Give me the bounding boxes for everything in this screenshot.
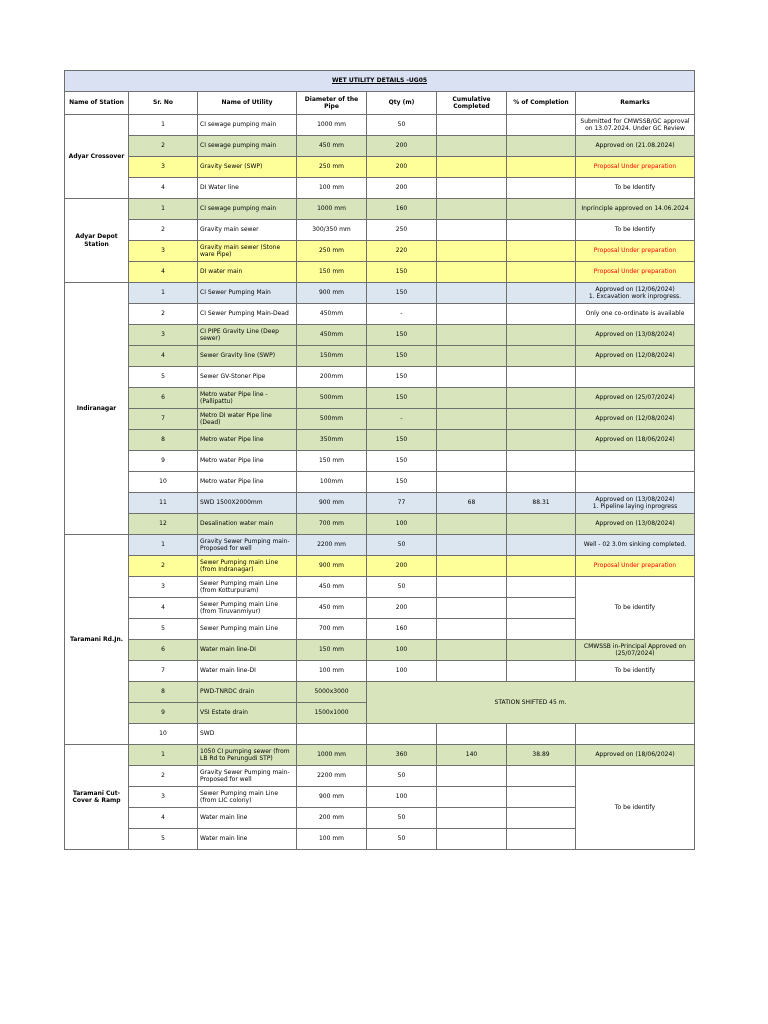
utility-name-cell: CI sewage pumping main [198, 136, 297, 157]
remarks-cell: Proposal Under preparation [576, 556, 695, 577]
qty-cell: - [367, 409, 437, 430]
remarks-cell: Approved on (21.08.2024) [576, 136, 695, 157]
remarks-cell: Approved on (12/08/2024) [576, 346, 695, 367]
qty-cell: 150 [367, 283, 437, 304]
utility-name-cell: SWD [198, 724, 297, 745]
utility-name-cell: Gravity Sewer Pumping main- Proposed for well [198, 535, 297, 556]
qty-cell: 50 [367, 808, 437, 829]
sr-no-cell: 1 [129, 199, 198, 220]
header-utility: Name of Utility [198, 92, 297, 115]
station-name: Adyar Crossover [65, 115, 129, 199]
station-name: Indiranagar [65, 283, 129, 535]
utility-name-cell: CI Sewer Pumping Main-Dead [198, 304, 297, 325]
utility-name-cell: Gravity Sewer Pumping main- Proposed for well [198, 766, 297, 787]
table-row [65, 535, 695, 556]
cumulative-cell [437, 409, 507, 430]
percent-cell [507, 472, 576, 493]
sr-no-cell: 4 [129, 346, 198, 367]
header-sr-no: Sr. No [129, 92, 198, 115]
qty-cell: 160 [367, 619, 437, 640]
sr-no-cell: 8 [129, 682, 198, 703]
diameter-cell: 350mm [297, 430, 367, 451]
qty-cell: 150 [367, 367, 437, 388]
cumulative-cell [437, 661, 507, 682]
remarks-cell: Approved on (13/08/2024) 1. Pipeline laying inprogress [576, 493, 695, 514]
percent-cell [507, 598, 576, 619]
sr-no-cell: 6 [129, 640, 198, 661]
diameter-cell: 100 mm [297, 829, 367, 850]
diameter-cell: 100 mm [297, 178, 367, 199]
diameter-cell: 700 mm [297, 514, 367, 535]
table-row [65, 745, 695, 766]
qty-cell: 100 [367, 661, 437, 682]
station-name: Taramani Rd.Jn. [65, 535, 129, 745]
cumulative-cell [437, 640, 507, 661]
remarks-cell: Approved on (18/06/2024) [576, 745, 695, 766]
percent-cell [507, 409, 576, 430]
sr-no-cell: 3 [129, 787, 198, 808]
utility-name-cell: Gravity main sewer (Stone ware Pipe) [198, 241, 297, 262]
remarks-cell: CMWSSB in-Principal Approved on (25/07/2024) [576, 640, 695, 661]
qty-cell: 150 [367, 451, 437, 472]
cumulative-cell [437, 514, 507, 535]
percent-cell [507, 661, 576, 682]
cumulative-cell: 68 [437, 493, 507, 514]
diameter-cell: 500mm [297, 388, 367, 409]
table-row [65, 199, 695, 220]
percent-cell [507, 829, 576, 850]
utility-name-cell: 1050 CI pumping sewer (from LB Rd to Perungudi STP) [198, 745, 297, 766]
sr-no-cell: 9 [129, 451, 198, 472]
diameter-cell: 500mm [297, 409, 367, 430]
qty-cell: 200 [367, 136, 437, 157]
utility-name-cell: VSI Estate drain [198, 703, 297, 724]
utility-name-cell: Metro water Pipe line - (Pallipattu) [198, 388, 297, 409]
header-row [65, 92, 695, 115]
table-row [65, 304, 695, 325]
utility-name-cell: Water main line-DI [198, 640, 297, 661]
table-row [65, 682, 695, 703]
utility-name-cell: Gravity main sewer [198, 220, 297, 241]
percent-cell: 38.89 [507, 745, 576, 766]
cumulative-cell [437, 619, 507, 640]
cumulative-cell [437, 241, 507, 262]
cumulative-cell [437, 115, 507, 136]
remarks-cell: Approved on (25/07/2024) [576, 388, 695, 409]
diameter-cell: 100 mm [297, 661, 367, 682]
table-row [65, 640, 695, 661]
diameter-cell: 200mm [297, 367, 367, 388]
percent-cell [507, 325, 576, 346]
diameter-cell: 450 mm [297, 598, 367, 619]
percent-cell [507, 808, 576, 829]
utility-name-cell: Desalination water main [198, 514, 297, 535]
sr-no-cell: 1 [129, 535, 198, 556]
sr-no-cell: 1 [129, 283, 198, 304]
diameter-cell: 150mm [297, 346, 367, 367]
percent-cell [507, 619, 576, 640]
diameter-cell: 250 mm [297, 157, 367, 178]
diameter-cell: 100mm [297, 472, 367, 493]
percent-cell [507, 199, 576, 220]
station-name: Taramani Cut-Cover & Ramp [65, 745, 129, 850]
header-station: Name of Station [65, 92, 129, 115]
table-row [65, 241, 695, 262]
remarks-cell: Submitted for CMWSSB/GC approval on 13.07.2024. Under GC Review [576, 115, 695, 136]
percent-cell [507, 178, 576, 199]
table-row [65, 325, 695, 346]
cumulative-cell [437, 157, 507, 178]
cumulative-cell [437, 766, 507, 787]
sr-no-cell: 10 [129, 724, 198, 745]
qty-cell: 50 [367, 115, 437, 136]
percent-cell [507, 766, 576, 787]
qty-cell: 50 [367, 829, 437, 850]
utility-name-cell: DI water main [198, 262, 297, 283]
cumulative-cell [437, 136, 507, 157]
cumulative-cell [437, 577, 507, 598]
percent-cell [507, 430, 576, 451]
diameter-cell: 450mm [297, 325, 367, 346]
percent-cell [507, 640, 576, 661]
remarks-cell [576, 367, 695, 388]
cumulative-cell [437, 262, 507, 283]
cumulative-cell [437, 325, 507, 346]
percent-cell [507, 262, 576, 283]
diameter-cell: 150 mm [297, 640, 367, 661]
qty-cell: - [367, 304, 437, 325]
qty-cell: 160 [367, 199, 437, 220]
wet-utility-table [64, 70, 695, 850]
percent-cell [507, 367, 576, 388]
sr-no-cell: 5 [129, 619, 198, 640]
remarks-cell: Proposal Under preparation [576, 241, 695, 262]
sr-no-cell: 4 [129, 598, 198, 619]
qty-cell: 200 [367, 157, 437, 178]
remarks-cell: To be identify [576, 577, 695, 640]
remarks-cell: To be Identify [576, 220, 695, 241]
table-row [65, 220, 695, 241]
cumulative-cell [437, 388, 507, 409]
cumulative-cell [437, 808, 507, 829]
percent-cell [507, 787, 576, 808]
remarks-cell: Proposal Under preparation [576, 157, 695, 178]
diameter-cell: 900 mm [297, 493, 367, 514]
sr-no-cell: 3 [129, 241, 198, 262]
percent-cell [507, 220, 576, 241]
remarks-cell: Approved on (13/08/2024) [576, 325, 695, 346]
header-percent: % of Completion [507, 92, 576, 115]
utility-name-cell: SWD 1500X2000mm [198, 493, 297, 514]
cumulative-cell [437, 451, 507, 472]
table-row [65, 514, 695, 535]
remarks-cell: Proposal Under preparation [576, 262, 695, 283]
utility-name-cell: Sewer Pumping main Line (from Kotturpuram) [198, 577, 297, 598]
table-row [65, 556, 695, 577]
utility-name-cell: DI Water line [198, 178, 297, 199]
qty-cell: 150 [367, 430, 437, 451]
remarks-cell [576, 724, 695, 745]
header-qty: Qty (m) [367, 92, 437, 115]
cumulative-cell [437, 829, 507, 850]
qty-cell [367, 724, 437, 745]
sr-no-cell: 2 [129, 766, 198, 787]
diameter-cell: 300/350 mm [297, 220, 367, 241]
remarks-cell: Approved on (12/08/2024) [576, 409, 695, 430]
cumulative-cell: 140 [437, 745, 507, 766]
sr-no-cell: 1 [129, 115, 198, 136]
sr-no-cell: 2 [129, 556, 198, 577]
diameter-cell: 900 mm [297, 556, 367, 577]
utility-name-cell: Gravity Sewer (SWP) [198, 157, 297, 178]
table-row [65, 472, 695, 493]
table-row [65, 409, 695, 430]
sr-no-cell: 2 [129, 220, 198, 241]
diameter-cell: 450 mm [297, 136, 367, 157]
sr-no-cell: 4 [129, 262, 198, 283]
diameter-cell: 250 mm [297, 241, 367, 262]
percent-cell [507, 577, 576, 598]
cumulative-cell [437, 430, 507, 451]
qty-cell: 250 [367, 220, 437, 241]
diameter-cell: 1000 mm [297, 745, 367, 766]
remarks-cell [576, 451, 695, 472]
cumulative-cell [437, 598, 507, 619]
remarks-cell: Approved on (13/08/2024) [576, 514, 695, 535]
sr-no-cell: 3 [129, 325, 198, 346]
percent-cell [507, 388, 576, 409]
cumulative-cell [437, 283, 507, 304]
diameter-cell: 1000 mm [297, 199, 367, 220]
table-row [65, 766, 695, 787]
cumulative-cell [437, 724, 507, 745]
qty-cell: 150 [367, 388, 437, 409]
remarks-cell: Inprinciple approved on 14.06.2024 [576, 199, 695, 220]
sr-no-cell: 8 [129, 430, 198, 451]
cumulative-cell [437, 346, 507, 367]
station-name: Adyar Depot Station [65, 199, 129, 283]
cumulative-cell [437, 535, 507, 556]
table-row [65, 283, 695, 304]
qty-cell: 220 [367, 241, 437, 262]
remarks-cell: Approved on (18/06/2024) [576, 430, 695, 451]
diameter-cell: 200 mm [297, 808, 367, 829]
utility-name-cell: Sewer Pumping main Line (from Tiruvanmiyur) [198, 598, 297, 619]
table-row [65, 115, 695, 136]
diameter-cell: 2200 mm [297, 766, 367, 787]
remarks-cell: Only one co-ordinate is available [576, 304, 695, 325]
remarks-cell: To be identify [576, 766, 695, 850]
utility-name-cell: PWD-TNRDC drain [198, 682, 297, 703]
sr-no-cell: 5 [129, 367, 198, 388]
remarks-cell: Well - 02 3.0m sinking completed. [576, 535, 695, 556]
sr-no-cell: 3 [129, 157, 198, 178]
qty-cell: 50 [367, 766, 437, 787]
percent-cell [507, 115, 576, 136]
percent-cell [507, 556, 576, 577]
percent-cell [507, 304, 576, 325]
diameter-cell: 450 mm [297, 577, 367, 598]
diameter-cell: 700 mm [297, 619, 367, 640]
header-cumulative: Cumulative Completed [437, 92, 507, 115]
diameter-cell: 900 mm [297, 283, 367, 304]
percent-cell [507, 514, 576, 535]
diameter-cell [297, 724, 367, 745]
utility-name-cell: Metro DI water Pipe line (Dead) [198, 409, 297, 430]
table-row [65, 451, 695, 472]
percent-cell [507, 241, 576, 262]
sr-no-cell: 7 [129, 661, 198, 682]
utility-name-cell: Water main line [198, 808, 297, 829]
percent-cell [507, 283, 576, 304]
utility-name-cell: Metro water Pipe line [198, 472, 297, 493]
station-shifted-note: STATION SHIFTED 45 m. [367, 682, 695, 724]
header-remarks: Remarks [576, 92, 695, 115]
percent-cell: 88.31 [507, 493, 576, 514]
table-row [65, 724, 695, 745]
table-title: WET UTILITY DETAILS -UG05 [65, 71, 695, 92]
qty-cell: 77 [367, 493, 437, 514]
qty-cell: 200 [367, 556, 437, 577]
diameter-cell: 1500x1000 [297, 703, 367, 724]
sr-no-cell: 11 [129, 493, 198, 514]
remarks-cell: To be identify [576, 661, 695, 682]
percent-cell [507, 451, 576, 472]
qty-cell: 360 [367, 745, 437, 766]
table-row [65, 157, 695, 178]
cumulative-cell [437, 220, 507, 241]
percent-cell [507, 157, 576, 178]
table-row [65, 136, 695, 157]
utility-name-cell: CI Sewer Pumping Main [198, 283, 297, 304]
qty-cell: 150 [367, 325, 437, 346]
table-row [65, 346, 695, 367]
cumulative-cell [437, 178, 507, 199]
cumulative-cell [437, 787, 507, 808]
utility-name-cell: CI PIPE Gravity Line (Deep sewer) [198, 325, 297, 346]
percent-cell [507, 535, 576, 556]
sr-no-cell: 3 [129, 577, 198, 598]
sr-no-cell: 10 [129, 472, 198, 493]
sr-no-cell: 2 [129, 136, 198, 157]
qty-cell: 100 [367, 640, 437, 661]
table-row [65, 367, 695, 388]
qty-cell: 150 [367, 472, 437, 493]
diameter-cell: 450mm [297, 304, 367, 325]
cumulative-cell [437, 199, 507, 220]
percent-cell [507, 724, 576, 745]
utility-name-cell: Metro water Pipe line [198, 430, 297, 451]
remarks-cell: To be Identify [576, 178, 695, 199]
sr-no-cell: 12 [129, 514, 198, 535]
qty-cell: 100 [367, 514, 437, 535]
qty-cell: 150 [367, 346, 437, 367]
sr-no-cell: 4 [129, 808, 198, 829]
sr-no-cell: 6 [129, 388, 198, 409]
cumulative-cell [437, 472, 507, 493]
utility-name-cell: Water main line-DI [198, 661, 297, 682]
diameter-cell: 2200 mm [297, 535, 367, 556]
utility-name-cell: Metro water Pipe line [198, 451, 297, 472]
remarks-cell [576, 472, 695, 493]
table-row [65, 577, 695, 598]
sr-no-cell: 1 [129, 745, 198, 766]
qty-cell: 100 [367, 787, 437, 808]
qty-cell: 200 [367, 178, 437, 199]
sr-no-cell: 2 [129, 304, 198, 325]
diameter-cell: 1000 mm [297, 115, 367, 136]
remarks-cell: Approved on (12/06/2024) 1. Excavation work inprogress. [576, 283, 695, 304]
utility-name-cell: Sewer Gravity line (SWP) [198, 346, 297, 367]
table-row [65, 661, 695, 682]
utility-name-cell: Sewer Pumping main Line [198, 619, 297, 640]
cumulative-cell [437, 367, 507, 388]
table-row [65, 430, 695, 451]
diameter-cell: 150 mm [297, 451, 367, 472]
utility-sheet [64, 70, 694, 850]
sr-no-cell: 4 [129, 178, 198, 199]
utility-name-cell: Sewer Pumping main Line (from Indranagar) [198, 556, 297, 577]
cumulative-cell [437, 556, 507, 577]
utility-name-cell: Water main line [198, 829, 297, 850]
sr-no-cell: 5 [129, 829, 198, 850]
percent-cell [507, 136, 576, 157]
sr-no-cell: 9 [129, 703, 198, 724]
qty-cell: 50 [367, 577, 437, 598]
table-row [65, 493, 695, 514]
utility-name-cell: CI sewage pumping main [198, 199, 297, 220]
table-row [65, 262, 695, 283]
qty-cell: 50 [367, 535, 437, 556]
diameter-cell: 5000x3000 [297, 682, 367, 703]
table-row [65, 178, 695, 199]
utility-name-cell: CI sewage pumping main [198, 115, 297, 136]
table-row [65, 388, 695, 409]
diameter-cell: 150 mm [297, 262, 367, 283]
percent-cell [507, 346, 576, 367]
utility-name-cell: Sewer Pumping main Line (from LIC colony) [198, 787, 297, 808]
header-diameter: Diameter of the Pipe [297, 92, 367, 115]
diameter-cell: 900 mm [297, 787, 367, 808]
qty-cell: 200 [367, 598, 437, 619]
utility-name-cell: Sewer GV-Stoner Pipe [198, 367, 297, 388]
qty-cell: 150 [367, 262, 437, 283]
sr-no-cell: 7 [129, 409, 198, 430]
cumulative-cell [437, 304, 507, 325]
